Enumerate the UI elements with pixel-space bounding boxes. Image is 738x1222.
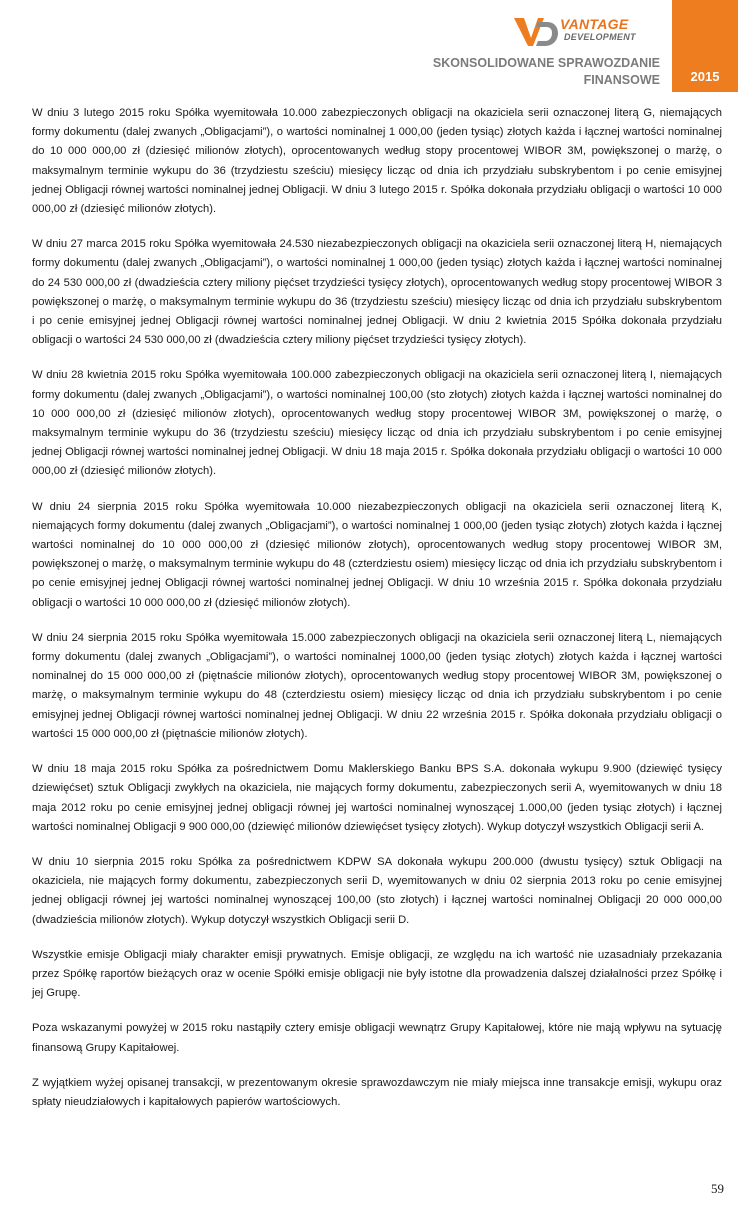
year-badge xyxy=(672,0,738,92)
report-title-line2: FINANSOWE xyxy=(583,73,660,87)
paragraph-intragroup-issues: Poza wskazanymi powyżej w 2015 roku nastąpiły cztery emisje obligacji wewnątrz Grupy Kapitałowej, które nie mają wpływu na sytuację finansową Grupy Kapitałowej. xyxy=(32,1022,722,1054)
paragraph-redemption-series-a: W dniu 18 maja 2015 roku Spółka za pośrednictwem Domu Maklerskiego Banku BPS S.A. dokonała wykupu 9.900 (dziewięć tysięcy dziewięćset) sztuk Obligacji zwykłych na okaziciela, nie mających formy dokumentu, zabezpieczonych serii A, wyemitowanych w dniu 18 maja 2012 roku po cenie emisyjnej jednej obligacji równej jej wartości nominalnej wynoszącej 1.000,00 (jeden tysiąc złotych) i łącznej wartości nominalnej Obligacji 9 900 000,00 (dziewięć milionów dziewięćset tysięcy złotych). Wykup dotyczył wszystkich Obligacji serii A. xyxy=(32,763,722,833)
paragraph-bond-series-l: W dniu 24 sierpnia 2015 roku Spółka wyemitowała 15.000 zabezpieczonych obligacji na okaziciela serii oznaczonej literą L, niemających formy dokumentu (dalej zwanych „Obligacjami”), o wartości nominalnej 1000,00 (jeden tysiąc złotych) złotych każda i łącznej wartości nominalnej do 15 000 000,00 zł (piętnaście milionów złotych), oprocentowanych według stopy procentowej WIBOR 3M, powiększonej o marżę, o maksymalnym terminie wykupu do 48 (czterdziestu osiem) miesięcy licząc od dnia ich przydziału subskrybentom i po cenie emisyjnej jednej Obligacji równej wartości nominalnej jednej Obligacji. W dniu 22 września 2015 r. Spółka dokonała przydziału obligacji o wartości 15 000 000,00 zł (piętnaście milionów złotych). xyxy=(32,631,722,740)
report-title xyxy=(433,55,660,89)
paragraph-private-issues: Wszystkie emisje Obligacji miały charakter emisji prywatnych. Emisje obligacji, ze względu na ich wartość nie uzasadniały przekazania przez Spółkę raportów bieżących oraz w ocenie Spółki emisje obligacji nie były istotne dla prowadzenia dalszej działalności przez Spółkę i jej Grupę. xyxy=(32,948,722,1000)
paragraph-bond-series-h: W dniu 27 marca 2015 roku Spółka wyemitowała 24.530 niezabezpieczonych obligacji na okaziciela serii oznaczonej literą H, niemających formy dokumentu (dalej zwanych „Obligacjami”), o wartości nominalnej 1 000,00 (jeden tysiąc) złotych każda i łącznej wartości nominalnej do 24 530 000,00 zł (dwadzieścia cztery miliony pięćset trzydzieści tysięcy złotych), oprocentowanych według stopy procentowej WIBOR 3 powiększonej o marżę, o maksymalnym terminie wykupu do 36 (trzydziestu sześciu) miesięcy licząc od dnia ich przydziału subskrybentom i po cenie emisyjnej jednej Obligacji równej wartości nominalnej jednej Obligacji. W dniu 2 kwietnia 2015 Spółka dokonała przydziału obligacji o wartości 24 530 000,00 zł (dwadzieścia cztery miliony pięćset trzydzieści tysięcy złotych). xyxy=(32,238,722,347)
report-title-line1: SKONSOLIDOWANE SPRAWOZDANIE xyxy=(432,56,660,70)
paragraph-other-transactions: Z wyjątkiem wyżej opisanej transakcji, w prezentowanym okresie sprawozdawczym nie miały miejsca inne transakcje emisji, wykupu oraz spłaty nieudziałowych i kapitałowych papierów wartościowych. xyxy=(32,1076,722,1108)
paragraph-bond-series-k: W dniu 24 sierpnia 2015 roku Spółka wyemitowała 10.000 niezabezpieczonych obligacji na okaziciela serii oznaczonej literą K, niemających formy dokumentu (dalej zwanych „Obligacjami”), o wartości nominalnej 1 000,00 (jeden tysiąc złotych) złotych każda i łącznej wartości nominalnej do 10 000 000,00 zł (dziesięć milionów złotych), oprocentowanych według stopy procentowej WIBOR 3M, powiększonej o marżę, o maksymalnym terminie wykupu do 48 (czterdziestu osiem) miesięcy licząc od dnia ich przydziału subskrybentom i po cenie emisyjnej jednej Obligacji równej wartości nominalnej jednej Obligacji. W dniu 10 września 2015 r. Spółka dokonała przydziału obligacji o wartości 10 000 000,00 zł (dziesięć milionów złotych). xyxy=(32,500,722,609)
page-number: 59 xyxy=(711,1181,724,1196)
paragraph-bond-series-i: W dniu 28 kwietnia 2015 roku Spółka wyemitowała 100.000 zabezpieczonych obligacji na okaziciela serii oznaczonej literą I, niemających formy dokumentu (dalej zwanych „Obligacjami”), o wartości nominalnej 100,00 (sto złotych) złotych każda i łącznej wartości nominalnej do 10 000 000,00 zł (dziesięć milionów złotych), oprocentowanych według stopy procentowej WIBOR 3M, powiększonej o marżę, o maksymalnym terminie wykupu do 36 (trzydziestu sześciu) miesięcy licząc od dnia ich przydziału subskrybentom i po cenie emisyjnej jednej Obligacji równej wartości nominalnej jednej Obligacji. W dniu 18 maja 2015 r. Spółka dokonała przydziału obligacji o wartości 10 000 000,00 zł (dziesięć milionów złotych). xyxy=(32,369,722,478)
year-label: 2015 xyxy=(690,69,720,84)
logo-name: VANTAGE xyxy=(560,16,629,32)
company-logo xyxy=(514,16,656,48)
paragraph-redemption-series-d: W dniu 10 sierpnia 2015 roku Spółka za pośrednictwem KDPW SA dokonała wykupu 200.000 (dwustu tysięcy) sztuk Obligacji na okaziciela, nie mających formy dokumentu, zabezpieczonych serii D, wyemitowanych w dniu 02 sierpnia 2013 roku po cenie emisyjnej jednej obligacji równej jej wartości nominalnej wynoszącej 100,00 (sto złotych) i łącznej wartości nominalnej Obligacji 20 000 000,00 (dwadzieścia milionów złotych). Wykup dotyczył wszystkich Obligacji serii D. xyxy=(32,855,722,926)
logo-subtitle: DEVELOPMENT xyxy=(564,32,636,42)
vd-logo-icon xyxy=(514,16,558,48)
document-body xyxy=(32,104,722,1128)
page-header xyxy=(0,0,738,92)
paragraph-bond-series-g: W dniu 3 lutego 2015 roku Spółka wyemitowała 10.000 zabezpieczonych obligacji na okaziciela serii oznaczonej literą G, niemających formy dokumentu (dalej zwanych „Obligacjami”), o wartości nominalnej 1 000,00 (jeden tysiąc) złotych każda i łącznej wartości nominalnej do 10 000 000,00 zł (dziesięć milionów złotych), oprocentowanych według stopy procentowej WIBOR 3M, powiększonej o marżę, o maksymalnym terminie wykupu do 36 (trzydziestu sześciu) miesięcy licząc od dnia ich przydziału subskrybentom i po cenie emisyjnej jednej Obligacji równej wartości nominalnej jednej Obligacji. W dniu 3 lutego 2015 r. Spółka dokonała przydziału obligacji o wartości 10 000 000,00 zł (dziesięć milionów złotych). xyxy=(32,107,722,216)
